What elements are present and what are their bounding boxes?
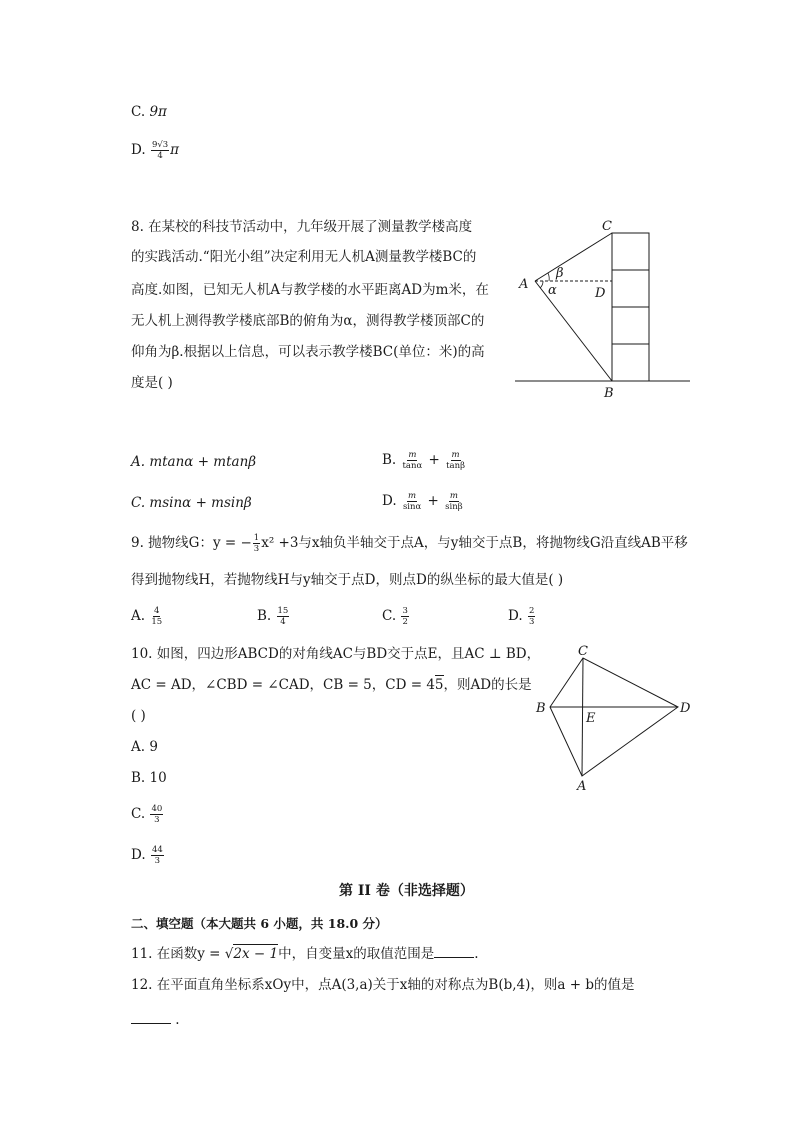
q8-option-d-frac1	[402, 491, 422, 512]
q8-line-6: 度是( )	[131, 375, 173, 391]
q9-option-d-frac	[528, 606, 535, 627]
q9-option-d	[508, 606, 536, 627]
q8-option-b-num2: m	[451, 450, 460, 460]
q9-option-c-frac	[401, 606, 408, 627]
q8-option-b-frac2	[445, 450, 466, 471]
q8-option-d-num2: m	[449, 491, 458, 501]
q9-option-b	[257, 606, 290, 627]
q10-line-1: 10. 如图，四边形ABCD的对角线AC与BD交于点E，且AC ⊥ BD，	[131, 646, 541, 662]
q12-line-2	[131, 1011, 180, 1029]
q11-line: 11. 在函数y = √2x − 1中，自变量x的取值范围是 .	[131, 946, 479, 962]
part2-title: 第 II 卷（非选择题）	[339, 883, 474, 899]
q10-label-c: C	[578, 644, 588, 659]
q12-answer-blank[interactable]	[131, 1011, 171, 1024]
q10-option-b: B. 10	[131, 770, 167, 786]
q8-angle-alpha-arc	[540, 281, 543, 288]
q7-option-d-label: D.	[131, 142, 146, 158]
q10-option-c-den: 3	[154, 815, 160, 825]
section-fill-blank: 二、填空题（本大题共 6 小题，共 18.0 分）	[131, 916, 388, 931]
q10-line-2-pre: AC = AD，∠CBD = ∠CAD，CB = 5，CD = 4	[131, 677, 435, 693]
q8-line-1: 8. 在某校的科技节活动中，九年级开展了测量教学楼高度	[131, 219, 473, 235]
q8-line-3: 高度.如图，已知无人机A与教学楼的水平距离AD为m米，在	[131, 282, 489, 298]
q9-option-a-label: A.	[131, 608, 146, 624]
q10-option-d-frac	[151, 845, 164, 866]
q8-line-5: 仰角为β.根据以上信息，可以表示教学楼BC(单位：米)的高	[131, 344, 485, 360]
q9-option-b-den: 4	[280, 617, 286, 627]
q9-option-b-num: 15	[277, 606, 289, 616]
q9-option-b-frac	[277, 606, 290, 627]
q10-option-d-label: D.	[131, 847, 146, 863]
q11-answer-blank[interactable]	[434, 945, 474, 958]
q10-label-e: E	[586, 711, 596, 726]
q10-option-a: A. 9	[131, 739, 158, 755]
q10-line-2-post: ，则AD的长是	[443, 677, 532, 693]
q8-option-b-den1: tanα	[402, 461, 423, 471]
q7-option-c-label: C.	[131, 104, 146, 120]
q9-option-d-label: D.	[508, 608, 523, 624]
q10-option-d-num: 44	[151, 845, 163, 855]
q10-line-3: ( )	[131, 708, 146, 724]
q11-pre: 11. 在函数y =	[131, 946, 225, 962]
q7-option-c-text: 9π	[149, 104, 167, 120]
q8-option-d: D. $\frac{m}{\sin\alpha}$ + $\frac{m}{\sin\beta}$	[382, 491, 463, 512]
q8-label-c: C	[602, 219, 612, 234]
q10-option-c	[131, 804, 164, 825]
q8-option-b: B. $\frac{m}{\tan\alpha}$ + $\frac{m}{\tan\beta}$	[382, 450, 465, 471]
q9-line-1-pre: 9. 抛物线G：y = −	[131, 535, 252, 551]
q9-option-b-label: B.	[257, 608, 272, 624]
q8-label-b: B	[604, 386, 614, 401]
q9-fraction	[253, 533, 260, 554]
q11-end: .	[474, 946, 479, 962]
q8-line-ac	[535, 233, 612, 281]
q8-option-c: C. msinα + msinβ	[131, 495, 252, 511]
q12-end: .	[175, 1012, 180, 1028]
q11-sqrt: 2x − 1	[233, 946, 279, 962]
q10-figure	[530, 642, 700, 797]
q9-option-a	[131, 606, 164, 627]
q7-option-d-tail: π	[170, 142, 180, 158]
q8-option-b-frac1	[402, 450, 424, 471]
q9-frac-num: 1	[253, 533, 260, 543]
q10-option-c-num: 40	[151, 804, 163, 814]
q7-option-c	[131, 103, 167, 121]
q10-diagonal-ac	[582, 658, 583, 776]
q9-line-1	[131, 533, 688, 554]
q8-option-d-num1: m	[408, 491, 417, 501]
q9-option-a-frac	[150, 606, 163, 627]
q8-option-a: A. mtanα + mtanβ	[131, 454, 257, 470]
q10-label-a: A	[577, 779, 587, 794]
q9-line-1-post: x² +3与x轴负半轴交于点A，与y轴交于点B，将抛物线G沿直线AB平移	[261, 535, 688, 551]
q10-option-c-label: C.	[131, 806, 146, 822]
q10-label-b: B	[536, 701, 546, 716]
q9-option-c-label: C.	[382, 608, 397, 624]
q8-option-b-num1: m	[408, 450, 417, 460]
q8-option-b-den2: tanβ	[446, 461, 465, 471]
q7-option-d-den: 4	[157, 151, 163, 161]
q9-option-d-num: 2	[528, 606, 535, 616]
q8-angle-beta-arc	[548, 273, 549, 281]
q8-line-2: 的实践活动.“阳光小组”决定利用无人机A测量教学楼BC的	[131, 249, 477, 265]
q9-option-c-den: 2	[402, 617, 408, 627]
q10-line-2-sqrt: 5	[434, 677, 444, 693]
q8-option-d-den2: sinβ	[445, 502, 463, 512]
q8-option-b-label: B.	[382, 452, 397, 468]
q8-option-d-den1: sinα	[402, 502, 422, 512]
q8-figure	[505, 215, 700, 405]
q10-label-d: D	[680, 701, 691, 716]
q10-option-d	[131, 845, 165, 866]
q9-option-c	[382, 606, 410, 627]
q9-option-a-den: 15	[151, 617, 163, 627]
q7-option-d	[131, 140, 179, 161]
q12-line-1: 12. 在平面直角坐标系xOy中，点A(3,a)关于x轴的对称点为B(b,4)，则a + b的值是	[131, 977, 635, 993]
q9-frac-den: 3	[253, 544, 260, 554]
q8-option-d-label: D.	[382, 493, 397, 509]
q8-label-a: A	[519, 277, 529, 292]
q10-quadrilateral	[550, 658, 678, 776]
q7-option-d-fraction	[151, 140, 169, 161]
q9-option-a-num: 4	[154, 606, 160, 616]
q10-option-c-frac	[150, 804, 163, 825]
q10-option-d-den: 3	[154, 856, 161, 866]
q8-label-alpha: α	[548, 283, 557, 298]
q8-label-beta: β	[556, 266, 564, 281]
q9-option-c-num: 3	[402, 606, 408, 616]
q9-option-d-den: 3	[528, 617, 535, 627]
q9-line-2: 得到抛物线H，若抛物线H与y轴交于点D，则点D的纵坐标的最大值是( )	[131, 572, 564, 588]
q11-post: 中，自变量x的取值范围是	[278, 946, 435, 962]
q8-line-4: 无人机上测得教学楼底部B的俯角为α，测得教学楼顶部C的	[131, 313, 485, 329]
q8-label-d: D	[595, 286, 606, 301]
q7-option-d-num: 9√3	[151, 140, 169, 150]
q10-line-2	[131, 676, 532, 694]
q8-option-d-frac2	[444, 491, 463, 512]
